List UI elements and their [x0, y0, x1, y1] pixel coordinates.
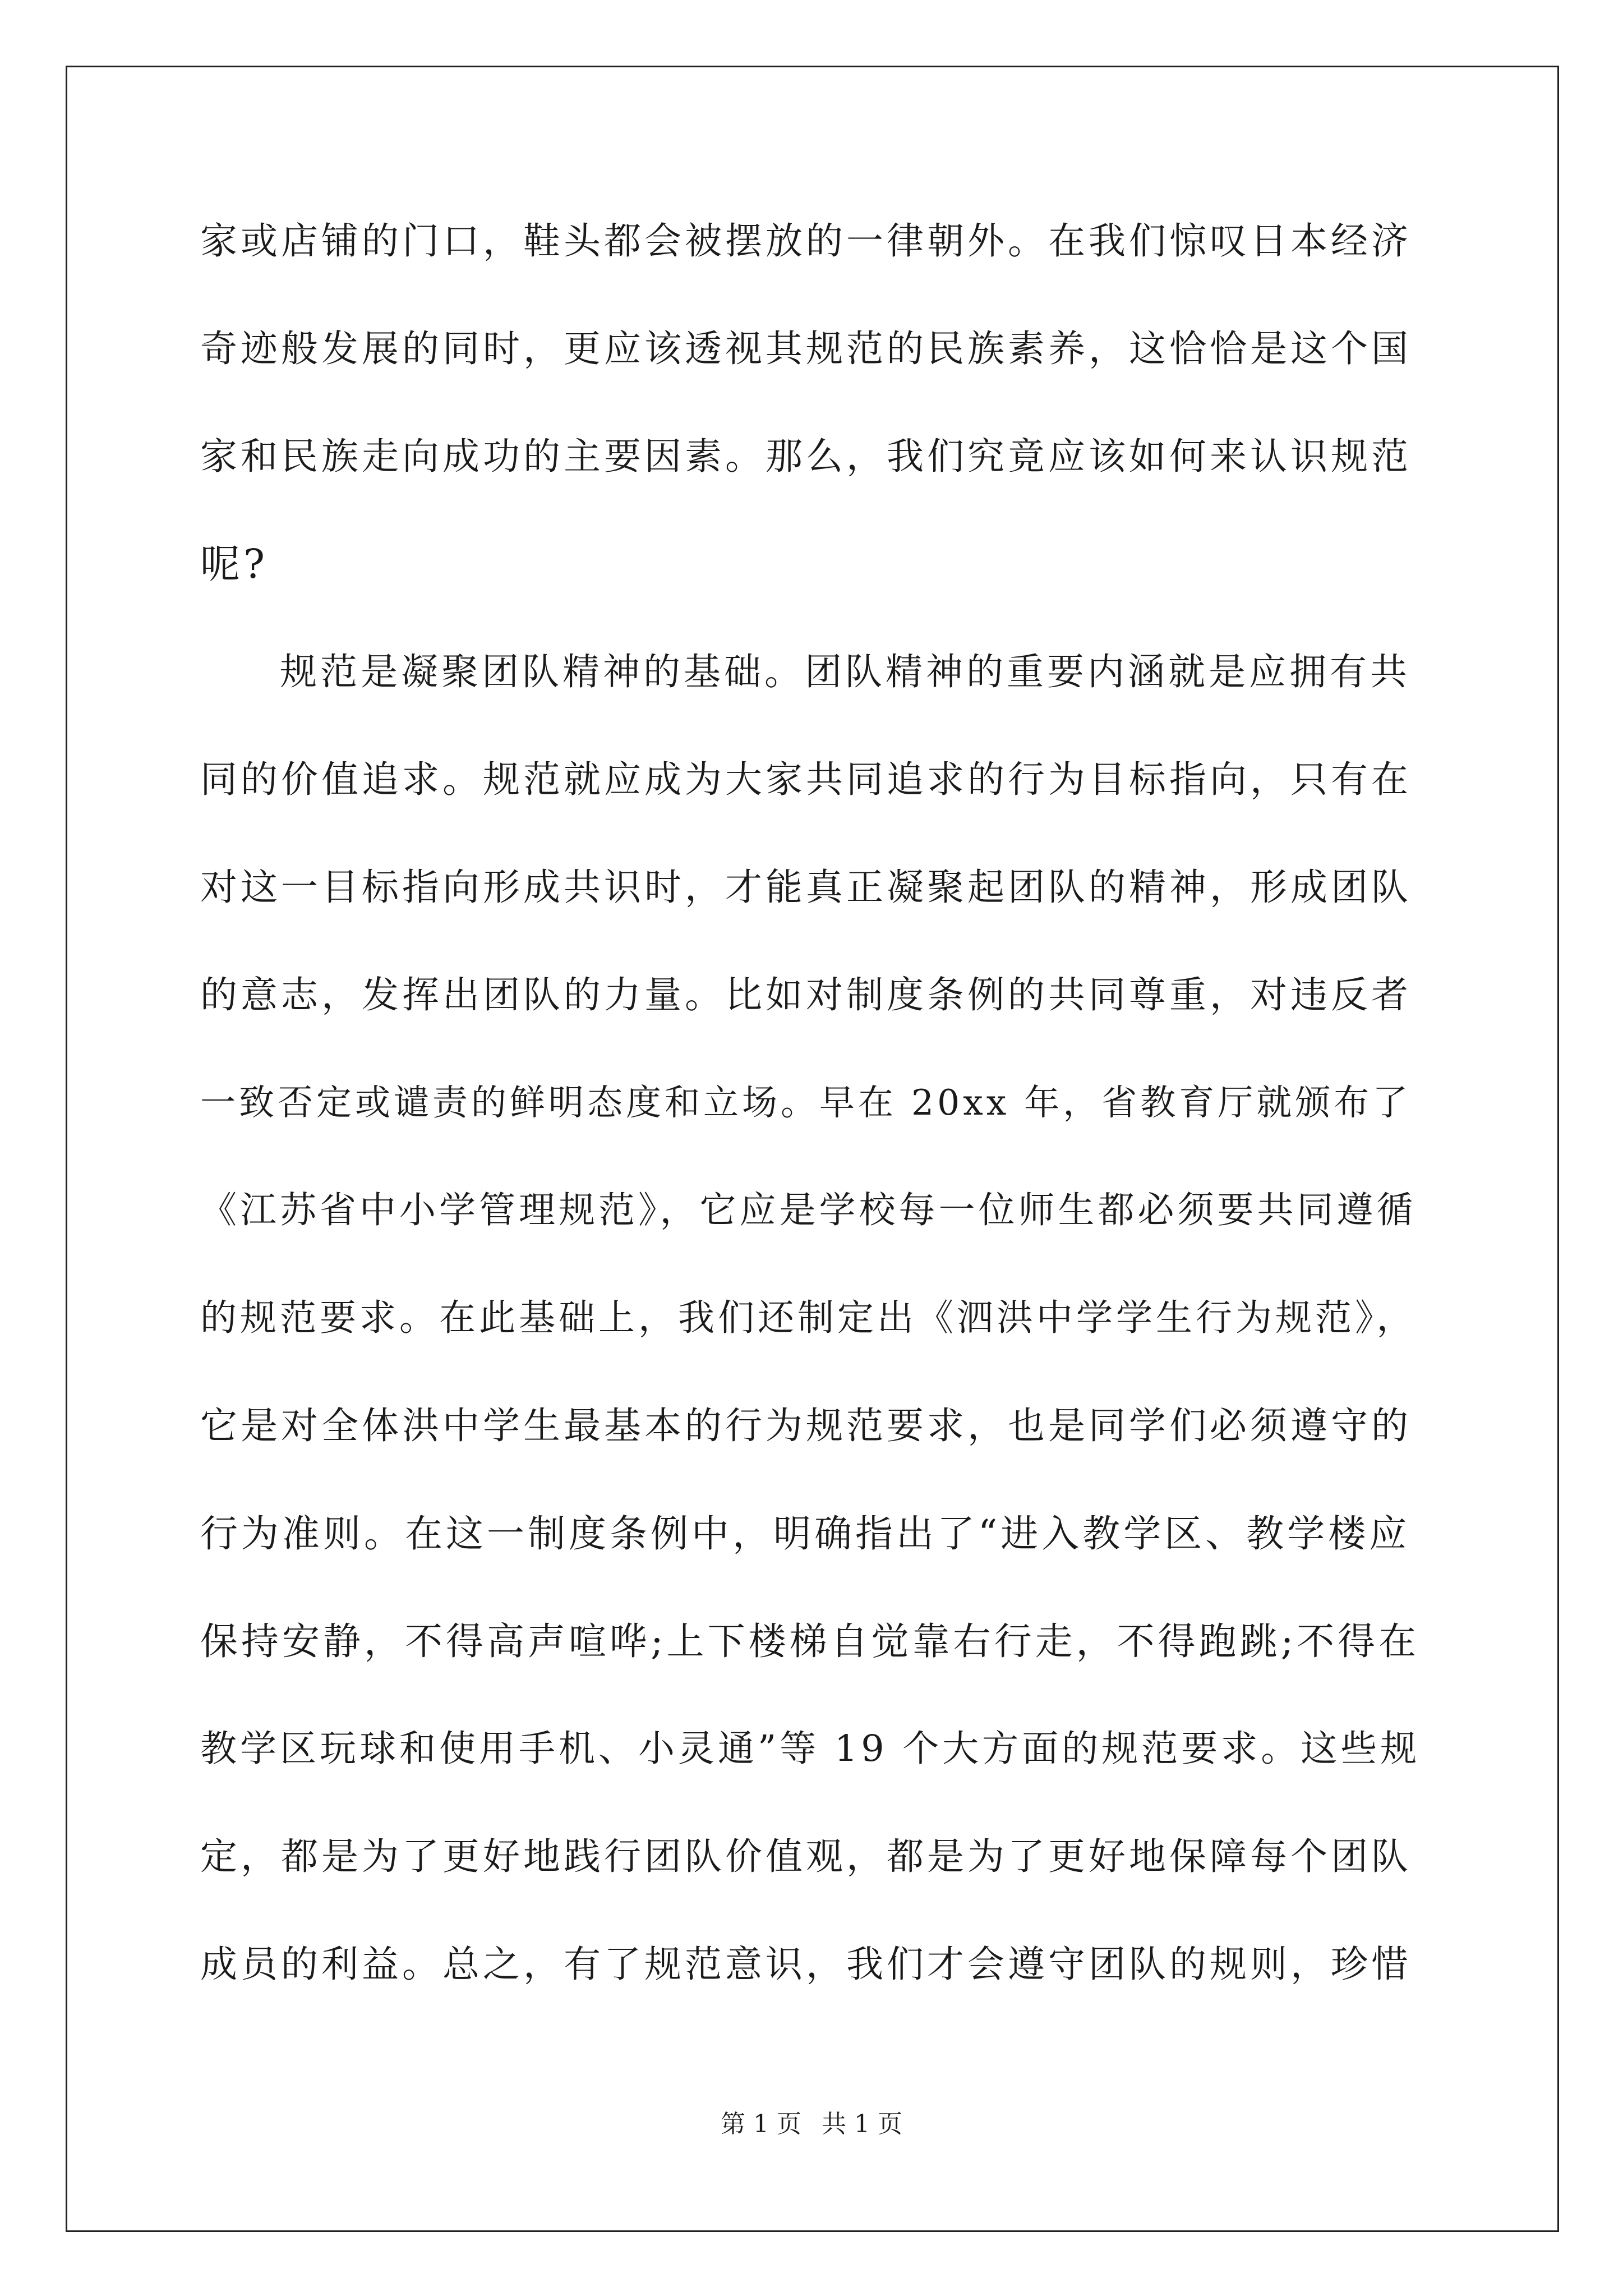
paragraph-line: 一致否定或谴责的鲜明态度和立场。早在 20xx 年，省教育厅就颁布了 — [200, 1082, 1412, 1123]
paragraph-line: 定，都是为了更好地践行团队价值观，都是为了更好地保障每个团队 — [200, 1835, 1412, 1878]
paragraph-line: 它是对全体洪中学生最基本的行为规范要求，也是同学们必须遵守的 — [200, 1404, 1412, 1447]
paragraph-line: 教学区玩球和使用手机、小灵通”等 19 个大方面的规范要求。这些规 — [200, 1728, 1421, 1770]
paragraph-line: 的规范要求。在此基础上，我们还制定出《泗洪中学学生行为规范》， — [200, 1297, 1417, 1339]
paragraph-line: 《江苏省中小学管理规范》，它应是学校每一位师生都必须要共同遵循 — [200, 1189, 1417, 1231]
paragraph-line: 保持安静，不得高声喧哗;上下楼梯自觉靠右行走，不得跑跳;不得在 — [200, 1619, 1420, 1663]
page-number: 第 1 页 — [721, 2110, 801, 2138]
paragraph-line: 的意志，发挥出团队的力量。比如对制度条例的共同尊重，对违反者 — [200, 973, 1412, 1016]
paragraph-line: 奇迹般发展的同时，更应该透视其规范的民族素养，这恰恰是这个国 — [200, 327, 1412, 370]
paragraph-line: 家或店铺的门口，鞋头都会被摆放的一律朝外。在我们惊叹日本经济 — [200, 219, 1412, 263]
document-body — [200, 213, 1423, 2044]
paragraph-line: 行为准则。在这一制度条例中，明确指出了“进入教学区、教学楼应 — [200, 1512, 1410, 1556]
paragraph-line: 成员的利益。总之，有了规范意识，我们才会遵守团队的规则，珍惜 — [200, 1943, 1412, 1986]
paragraph-line: 对这一目标指向形成共识时，才能真正凝聚起团队的精神，形成团队 — [200, 866, 1412, 909]
paragraph-line: 规范是凝聚团队精神的基础。团队精神的重要内涵就是应拥有共 — [280, 650, 1410, 693]
paragraph-line: 呢? — [200, 541, 269, 587]
page-total: 共 1 页 — [822, 2110, 902, 2138]
page-footer — [0, 2108, 1623, 2141]
paragraph-line: 同的价值追求。规范就应成为大家共同追求的行为目标指向，只有在 — [200, 758, 1412, 801]
paragraph-line: 家和民族走向成功的主要因素。那么，我们究竟应该如何来认识规范 — [200, 435, 1412, 478]
